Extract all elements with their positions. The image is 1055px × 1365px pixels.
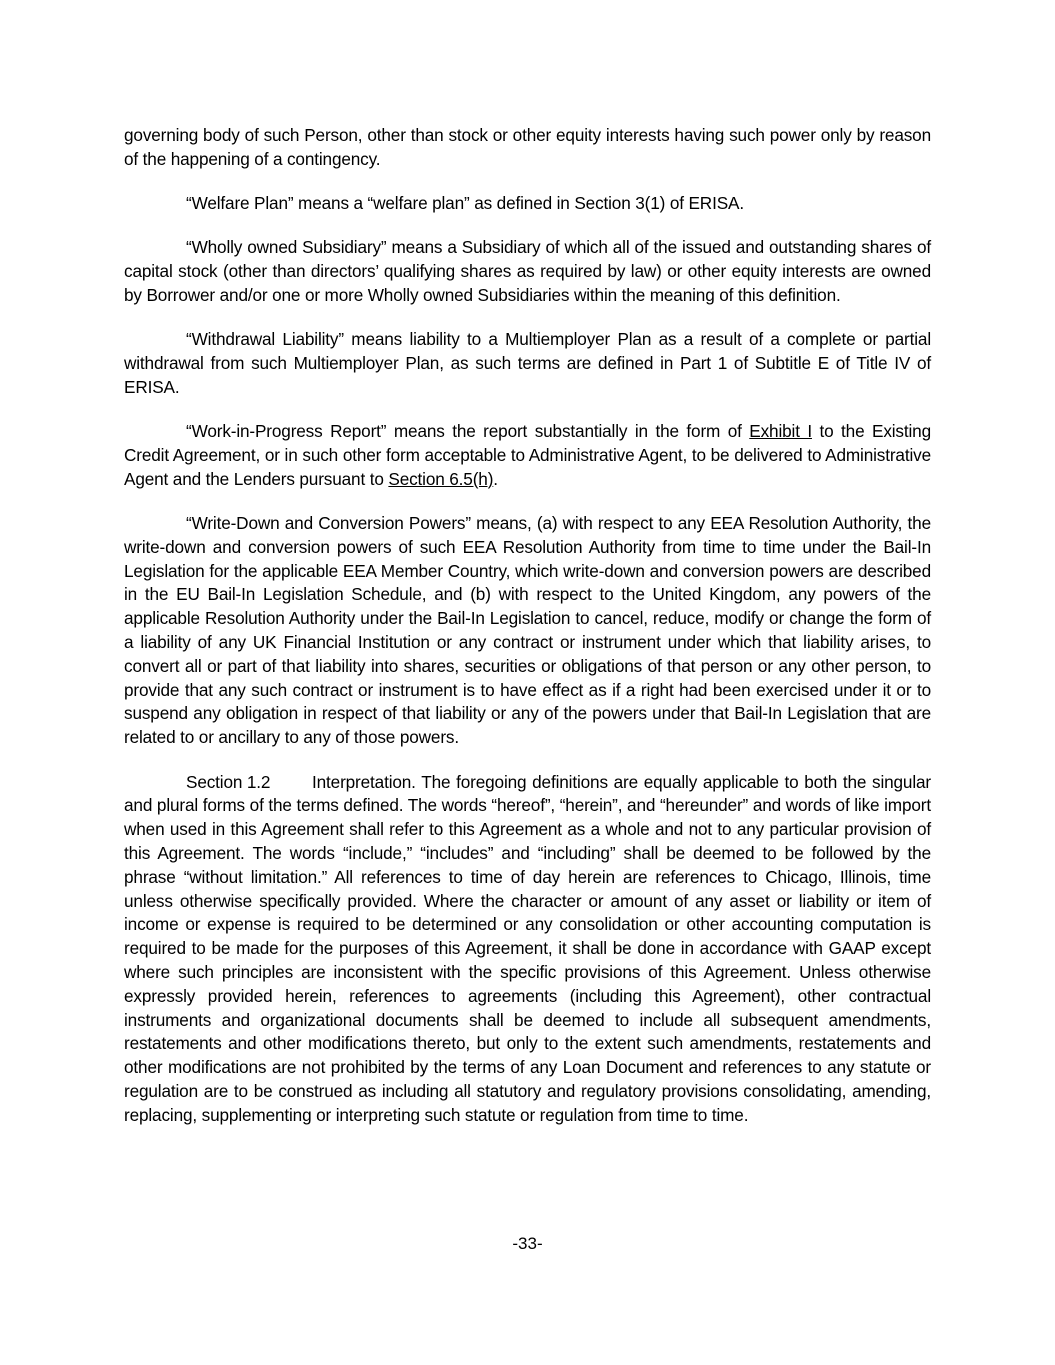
definition-welfare-plan: “Welfare Plan” means a “welfare plan” as defined in Section 3(1) of ERISA. bbox=[186, 193, 744, 214]
paragraph-continuation: governing body of such Person, other than stock or other equity interests having such power only by reason of the happening of a contingency. bbox=[124, 125, 931, 169]
document-page bbox=[124, 124, 931, 1148]
wip-text-2: to the Existing Credit Agreement, or in such other form acceptable to Administrative Agent, to be delivered to Administrative Agent and the Lenders pursuant to bbox=[124, 421, 931, 489]
definition-write-down-conversion-powers: “Write-Down and Conversion Powers” means, (a) with respect to any EEA Resolution Authority, the write-down and conversion powers of such EEA Resolution Authority from time to time under the Bail-In Legislation for the applicable EEA Member Country, which write-down and conversion powers are described in the EU Bail-In Legislation Schedule, and (b) with respect to the United Kingdom, any powers of the applicable Resolution Authority under the Bail-In Legislation to cancel, reduce, modify or change the form of a liability of any UK Financial Institution or any contract or instrument under which that liability arises, to convert all or part of that liability into shares, securities or obligations of that person or any other person, to provide that any such contract or instrument is to have effect as if a right had been exercised under it or to suspend any obligation in respect of that liability or any of the powers under that Bail-In Legislation that are related to or ancillary to any of those powers. bbox=[124, 513, 931, 748]
definition-wholly-owned-subsidiary: “Wholly owned Subsidiary” means a Subsidiary of which all of the issued and outstanding shares of capital stock (other than directors’ qualifying shares as required by law) or other equity interests are owned by Borrower and/or one or more Wholly owned Subsidiaries within the meaning of this definition. bbox=[124, 237, 931, 305]
definition-work-in-progress-report bbox=[124, 420, 931, 491]
section-6-5-h-reference: Section 6.5(h) bbox=[388, 468, 494, 489]
wip-text-1: “Work-in-Progress Report” means the report substantially in the form of bbox=[186, 421, 750, 442]
section-body: Interpretation. The foregoing definitions are equally applicable to both the singular and plural forms of the terms defined. The words “hereof”, “herein”, and “hereunder” and words of like import when used in this Agreement shall refer to this Agreement as a whole and not to any particular provision of this Agreement. The words “include,” “includes” and “including” shall be deemed to be followed by the phrase “without limitation.” All references to time of day herein are references to Chicago, Illinois, time unless otherwise specifically provided. Where the character or amount of any asset or liability or item of income or expense is required to be determined or any consolidation or other accounting computation is required to be made for the purposes of this Agreement, it shall be done in accordance with GAAP except where such principles are inconsistent with the specific provisions of this Agreement. Unless otherwise expressly provided herein, references to agreements (including this Agreement), other contractual instruments and organizational documents shall be deemed to include all subsequent amendments, restatements and other modifications thereto, but only to the extent such amendments, restatements and other modifications are not prohibited by the terms of any Loan Document and references to any statute or regulation are to be construed as including all statutory and regulatory provisions consolidating, amending, replacing, supplementing or interpreting such statute or regulation from time to time. bbox=[124, 771, 931, 1125]
definition-withdrawal-liability: “Withdrawal Liability” means liability to a Multiemployer Plan as a result of a complete or partial withdrawal from such Multiemployer Plan, as such terms are defined in Part 1 of Subtitle E of Title IV of ERISA. bbox=[124, 329, 931, 397]
section-number: Section 1.2 bbox=[186, 771, 271, 792]
page-number: -33- bbox=[512, 1234, 543, 1253]
section-1-2-interpretation bbox=[124, 771, 931, 1128]
wip-text-3: . bbox=[493, 468, 498, 489]
exhibit-i-reference: Exhibit I bbox=[749, 421, 812, 442]
